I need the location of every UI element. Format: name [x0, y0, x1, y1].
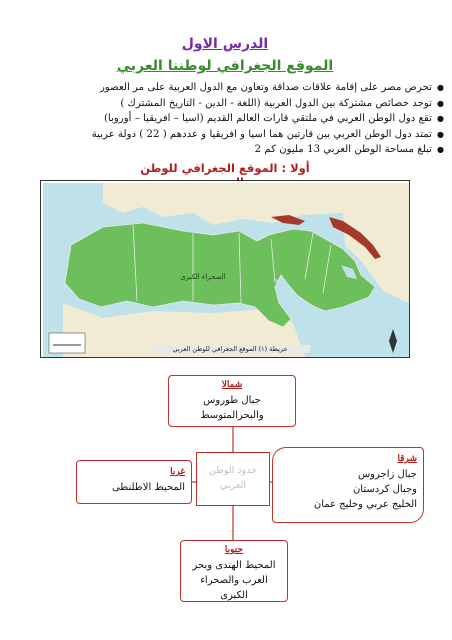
north-border-box [168, 375, 296, 427]
direction-label: شرقا [397, 454, 417, 464]
border-text: المحيط الهندى وبحر العرب والصحراء الكبرى [192, 560, 276, 601]
bullet-item: ● تبلغ مساحة الوطن العربي 13 مليون كم 2 [14, 142, 444, 158]
lesson-label: الدرس الاول [181, 36, 269, 52]
west-border-box [76, 460, 192, 504]
border-text: جبال طوروس والبحرالمتوسط [200, 395, 264, 421]
east-border-box [272, 447, 424, 523]
lesson-title: الموقع الجغرافي لوطننا العربي [116, 58, 334, 74]
section-title: أولا : الموقع الجغرافي للوطن [120, 161, 330, 192]
border-text: جبال زاجروس وجبال كردستان الخليج عربي وخليج عمان [313, 469, 417, 510]
south-border-box [180, 540, 288, 602]
sahara-label: الصحراء الكبرى [180, 273, 226, 281]
bullet-item: ● توجد خصائص مشتركة بين الدول العربية (اللغة - الدين - التاريخ المشترك ) [14, 96, 444, 112]
direction-label: جنوبا [224, 545, 244, 555]
direction-label: غربا [170, 467, 185, 477]
bullet-item: ● تحرص مصر على إقامة علاقات صداقة وتعاون مع الدول العربية على مر العصور [14, 80, 444, 96]
map-caption: خريطة (١) الموقع الجغرافي للوطن العربي [150, 345, 310, 353]
bullet-item: ● تمتد دول الوطن العربي بين قارتين هما اسيا و افريقيا و عددهم ( 22 ) دولة عربية [14, 127, 444, 143]
direction-label: شمالا [221, 380, 243, 390]
center-concept: حدود الوطن العربي [196, 452, 270, 506]
bullet-item: ● تقع دول الوطن العربي في ملتقي قارات العالم القديم (اسيا – افريقيا – أوروبا) [14, 111, 444, 127]
border-text: المحيط الاطلنطى [111, 482, 185, 493]
